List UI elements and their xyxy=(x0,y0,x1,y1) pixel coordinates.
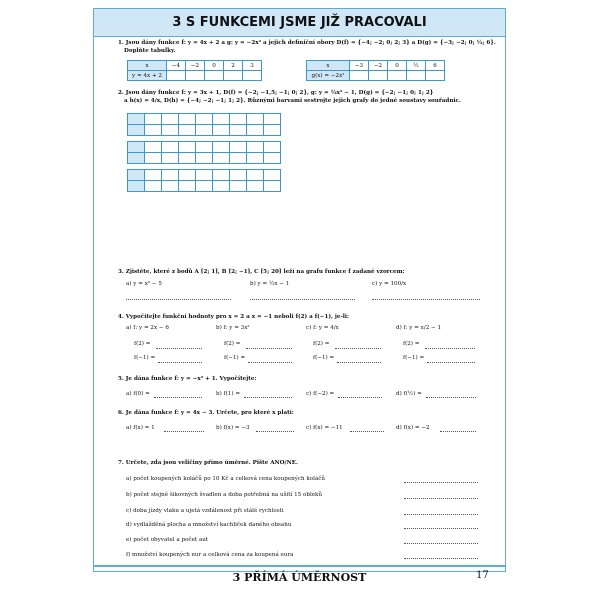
ex4-c: c) f: y = 4/x xyxy=(306,325,339,331)
table-f-cell[interactable] xyxy=(243,71,262,81)
footer-divider xyxy=(94,565,505,567)
ex5-d: d) f(½) = xyxy=(396,391,422,397)
grid-cell[interactable] xyxy=(230,114,247,125)
grid-cell[interactable] xyxy=(162,153,179,164)
ex7-item-c: c) doba jízdy vlaku a ujetá vzdálenost při stálé rychlosti xyxy=(126,508,284,514)
answer-line[interactable] xyxy=(256,431,294,432)
grid-cell[interactable] xyxy=(162,142,179,153)
grid-cell[interactable] xyxy=(128,142,145,153)
ex4-c-f2: f(2) = xyxy=(313,341,330,347)
grid-table-g xyxy=(127,141,281,164)
ex5-a: a) f(0) = xyxy=(126,391,150,397)
ex1-text: 1. Jsou dány funkce f: y = 4x + 2 a g: y = −2x² a jejich definiční obory D(f) = {−4; −2; 0; 2; 3} a D(g) = {−3; −2; 0; ½; 6}. xyxy=(118,40,496,46)
ex5-c: c) f(−2) = xyxy=(306,391,335,397)
table-f-x3: 0 xyxy=(205,61,224,71)
answer-line[interactable] xyxy=(338,397,382,398)
table-f-x5: 3 xyxy=(243,61,262,71)
table-g-x1: −3 xyxy=(350,61,369,71)
answer-line[interactable] xyxy=(404,528,478,529)
table-g xyxy=(306,60,445,81)
ex4-a-fm1: f(−1) = xyxy=(134,355,156,361)
grid-cell[interactable] xyxy=(145,142,162,153)
answer-line[interactable] xyxy=(426,397,476,398)
ex4-d-fm1: f(−1) = xyxy=(403,355,425,361)
answer-line[interactable] xyxy=(425,348,475,349)
answer-line[interactable] xyxy=(164,431,204,432)
grid-cell[interactable] xyxy=(247,153,264,164)
ex6-text: 6. Je dána funkce f: y = 4x − 3. Určete, pro které x platí: xyxy=(118,410,294,416)
grid-cell[interactable] xyxy=(196,142,213,153)
grid-cell[interactable] xyxy=(179,142,196,153)
grid-cell[interactable] xyxy=(247,125,264,136)
grid-cell[interactable] xyxy=(230,125,247,136)
table-g-head: x xyxy=(307,61,350,71)
grid-table-f xyxy=(127,113,281,136)
ex6-b: b) f(x) = −3 xyxy=(216,425,250,431)
answer-line[interactable] xyxy=(404,482,478,483)
table-g-cell[interactable] xyxy=(388,71,407,81)
answer-line[interactable] xyxy=(440,431,476,432)
ex1-instruction: Doplňte tabulky. xyxy=(124,48,176,54)
answer-line[interactable] xyxy=(250,299,355,300)
grid-cell[interactable] xyxy=(247,114,264,125)
table-f-cell[interactable] xyxy=(205,71,224,81)
ex4-a-f2: f(2) = xyxy=(134,341,151,347)
ex7-item-a: a) počet koupených koláčů po 10 Kč a celková cena koupených koláčů xyxy=(126,476,326,482)
table-f xyxy=(127,60,262,81)
grid-cell[interactable] xyxy=(247,142,264,153)
ex7-item-e: e) počet obyvatel a počet aut xyxy=(126,537,209,543)
table-f-cell[interactable] xyxy=(224,71,243,81)
ex3-a: a) y = x² − 5 xyxy=(126,281,162,287)
grid-cell[interactable] xyxy=(230,142,247,153)
table-f-x2: −2 xyxy=(186,61,205,71)
answer-line[interactable] xyxy=(154,397,202,398)
ex6-d: d) f(x) = −2 xyxy=(396,425,430,431)
table-g-cell[interactable] xyxy=(350,71,369,81)
grid-cell[interactable] xyxy=(145,125,162,136)
table-f-x1: −4 xyxy=(167,61,186,71)
grid-cell[interactable] xyxy=(264,181,281,192)
ex3-text: 3. Zjistěte, které z bodů A [2; 1], B [2; −1], C [5; 20] leží na grafu funkce f zadané vzorcem: xyxy=(118,269,405,275)
answer-line[interactable] xyxy=(126,299,231,300)
answer-line[interactable] xyxy=(248,362,292,363)
grid-cell[interactable] xyxy=(145,153,162,164)
grid-cell[interactable] xyxy=(179,114,196,125)
grid-cell[interactable] xyxy=(128,181,145,192)
ex3-c: c) y = 100/x xyxy=(372,281,407,287)
table-f-cell[interactable] xyxy=(186,71,205,81)
ex2-text: 2. Jsou dány funkce f: y = 3x + 1, D(f) = {−2; −1,5; −1; 0; 2}, g: y = ½x² − 1, D(g) = {−2; −1; 0; 1; 2} xyxy=(118,90,434,96)
grid-cell[interactable] xyxy=(213,181,230,192)
ex7-text: 7. Určete, zda jsou veličiny přímo úměrné. Pište ANO/NE. xyxy=(118,460,298,466)
grid-cell[interactable] xyxy=(264,114,281,125)
grid-cell[interactable] xyxy=(213,153,230,164)
grid-table-h xyxy=(127,169,281,192)
table-g-x3: 0 xyxy=(388,61,407,71)
ex7-item-d: d) vydlážděná plocha a množství kachliček daného obsahu xyxy=(126,522,292,528)
grid-cell[interactable] xyxy=(230,170,247,181)
ex7-item-b: b) počet stejně šikovných švadlen a doba potřebná na ušití 15 obleků xyxy=(126,492,323,498)
grid-cell[interactable] xyxy=(162,181,179,192)
grid-cell[interactable] xyxy=(145,181,162,192)
grid-cell[interactable] xyxy=(247,181,264,192)
grid-cell[interactable] xyxy=(162,125,179,136)
ex6-c: c) f(x) = −11 xyxy=(306,425,343,431)
table-g-cell[interactable] xyxy=(407,71,426,81)
chapter-header: 3 S FUNKCEMI JSME JIŽ PRACOVALI xyxy=(94,9,505,37)
answer-line[interactable] xyxy=(246,348,292,349)
ex5-b: b) f(1) = xyxy=(216,391,241,397)
table-f-cell[interactable] xyxy=(167,71,186,81)
grid-cell[interactable] xyxy=(196,125,213,136)
ex4-a: a) f: y = 2x − 6 xyxy=(126,325,169,331)
grid-cell[interactable] xyxy=(264,170,281,181)
table-f-row-label: y = 4x + 2 xyxy=(128,71,167,81)
grid-cell[interactable] xyxy=(230,181,247,192)
ex4-c-fm1: f(−1) = xyxy=(313,355,335,361)
ex4-d: d) f: y = x/2 − 1 xyxy=(396,325,442,331)
ex2-instruction: a h(x) = 4/x, D(h) = {−4; −2; −1; 1; 2}. Různými barvami sestrojte jejich grafy do jedné soustavy souřadnic. xyxy=(124,98,461,104)
answer-line[interactable] xyxy=(404,558,478,559)
ex4-text: 4. Vypočítejte funkční hodnoty pro x = 2 a x = −1 neboli f(2) a f(−1), je-li: xyxy=(118,314,350,320)
ex4-b: b) f: y = 3x² xyxy=(216,325,250,331)
grid-cell[interactable] xyxy=(230,153,247,164)
table-g-x5: 6 xyxy=(426,61,445,71)
chapter-footer: 3 PŘÍMÁ ÚMĚRNOST xyxy=(232,571,367,584)
grid-cell[interactable] xyxy=(179,153,196,164)
ex5-text: 5. Je dána funkce f: y = −x² + 1. Vypočítejte: xyxy=(118,376,257,382)
table-g-x2: −2 xyxy=(369,61,388,71)
answer-line[interactable] xyxy=(350,431,384,432)
grid-cell[interactable] xyxy=(128,125,145,136)
grid-cell[interactable] xyxy=(264,153,281,164)
grid-cell[interactable] xyxy=(162,114,179,125)
grid-cell[interactable] xyxy=(196,170,213,181)
answer-line[interactable] xyxy=(404,543,478,544)
answer-line[interactable] xyxy=(404,514,478,515)
grid-cell[interactable] xyxy=(264,125,281,136)
page-number: 17 xyxy=(476,570,489,581)
grid-cell[interactable] xyxy=(247,170,264,181)
ex3-b: b) y = ½x − 1 xyxy=(250,281,290,287)
grid-cell[interactable] xyxy=(213,114,230,125)
grid-cell[interactable] xyxy=(128,170,145,181)
grid-cell[interactable] xyxy=(179,170,196,181)
answer-line[interactable] xyxy=(337,362,381,363)
ex7-item-f: f) množství koupených eur a celková cena za koupená eura xyxy=(126,552,294,558)
table-f-x4: 2 xyxy=(224,61,243,71)
grid-cell[interactable] xyxy=(128,114,145,125)
ex4-d-f2: f(2) = xyxy=(403,341,420,347)
grid-cell[interactable] xyxy=(162,170,179,181)
table-g-row-label: g(x) = −2x² xyxy=(307,71,350,81)
answer-line[interactable] xyxy=(244,397,292,398)
table-f-head: x xyxy=(128,61,167,71)
grid-cell[interactable] xyxy=(145,170,162,181)
answer-line[interactable] xyxy=(158,362,202,363)
ex4-b-f2: f(2) = xyxy=(224,341,241,347)
answer-line[interactable] xyxy=(156,348,202,349)
grid-cell[interactable] xyxy=(213,142,230,153)
grid-cell[interactable] xyxy=(128,153,145,164)
grid-cell[interactable] xyxy=(179,125,196,136)
answer-line[interactable] xyxy=(335,348,381,349)
grid-cell[interactable] xyxy=(196,181,213,192)
grid-cell[interactable] xyxy=(196,114,213,125)
grid-cell[interactable] xyxy=(213,125,230,136)
grid-cell[interactable] xyxy=(145,114,162,125)
ex6-a: a) f(x) = 1 xyxy=(126,425,155,431)
answer-line[interactable] xyxy=(404,498,478,499)
answer-line[interactable] xyxy=(427,362,475,363)
table-g-cell[interactable] xyxy=(426,71,445,81)
table-g-x4: ½ xyxy=(407,61,426,71)
grid-cell[interactable] xyxy=(264,142,281,153)
answer-line[interactable] xyxy=(372,299,480,300)
grid-cell[interactable] xyxy=(213,170,230,181)
table-g-cell[interactable] xyxy=(369,71,388,81)
ex4-b-fm1: f(−1) = xyxy=(224,355,246,361)
grid-cell[interactable] xyxy=(196,153,213,164)
grid-cell[interactable] xyxy=(179,181,196,192)
